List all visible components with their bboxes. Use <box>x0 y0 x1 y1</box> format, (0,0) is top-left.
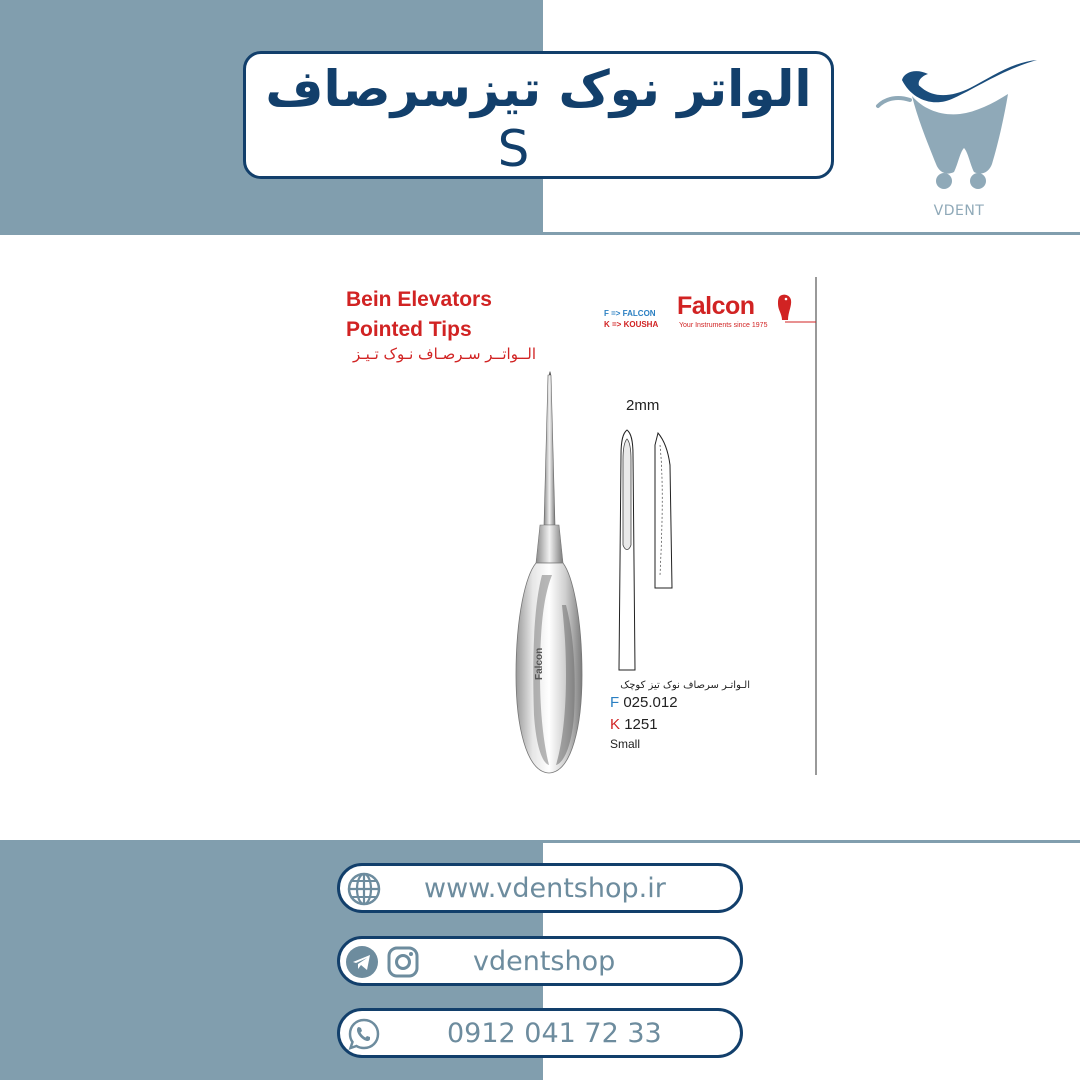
legend-falcon: F => FALCON <box>604 309 656 318</box>
legend-kousha: K => KOUSHA <box>604 320 659 329</box>
logo-wordmark: VDENT <box>933 203 985 219</box>
product-title-fa: الــواتــر سـرصـاف نـوک تـیـز <box>353 345 536 363</box>
telegram-icon[interactable] <box>345 945 379 979</box>
code-falcon-value: 025.012 <box>623 694 678 711</box>
vdent-logo-icon <box>872 48 1042 223</box>
code-kousha-value: 1251 <box>624 716 658 733</box>
product-title-line2: Pointed Tips <box>346 318 472 341</box>
footer-divider <box>543 840 1080 843</box>
instagram-icon[interactable] <box>386 945 420 979</box>
falcon-bird-icon <box>772 292 794 324</box>
website-url: www.vdentshop.ir <box>424 873 666 904</box>
whatsapp-icon <box>346 1016 382 1052</box>
social-link[interactable] <box>337 936 743 986</box>
code-falcon-letter: F <box>610 694 620 711</box>
handle-engraving: Falcon <box>534 647 545 680</box>
product-title: Bein Elevators <box>346 288 492 311</box>
product-name-fa: الـواتـر سرصاف نوک تیز کوچک <box>620 680 750 691</box>
page-subtitle: S <box>497 120 530 178</box>
page-title: الواتر نوک تیزسرصاف <box>265 60 812 118</box>
title-box <box>243 51 834 179</box>
code-falcon <box>610 694 678 711</box>
globe-icon <box>346 871 382 907</box>
website-link[interactable] <box>337 863 743 913</box>
social-handle: vdentshop <box>473 946 616 977</box>
tip-width-label: 2mm <box>626 397 660 414</box>
code-kousha-letter: K <box>610 716 621 733</box>
code-kousha <box>610 716 658 733</box>
phone-link[interactable] <box>337 1008 743 1058</box>
header-divider <box>543 232 1080 235</box>
phone-number: 0912 041 72 33 <box>447 1018 662 1049</box>
falcon-wordmark: Falcon <box>677 292 755 320</box>
product-size: Small <box>610 737 641 751</box>
falcon-tagline: Your Instruments since 1975 <box>679 322 768 329</box>
